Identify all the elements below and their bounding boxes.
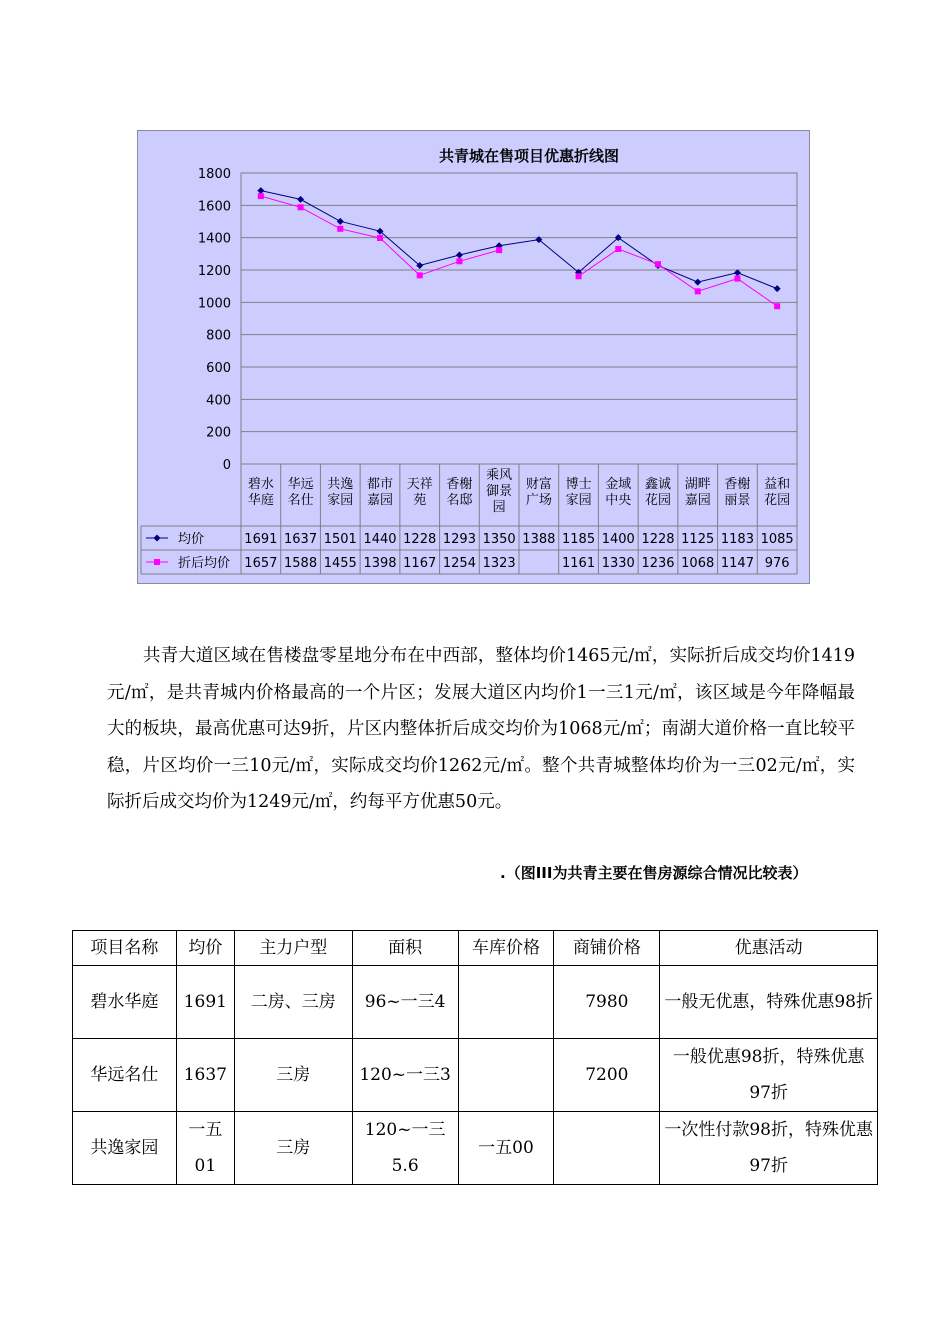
line-chart bbox=[137, 130, 810, 584]
y-tick-label: 200 bbox=[206, 425, 231, 441]
point-marker bbox=[576, 273, 582, 279]
cell-price: 1637 bbox=[176, 1039, 234, 1112]
data-table-value: 1185 bbox=[562, 532, 596, 547]
x-tick-label: 名仕 bbox=[287, 493, 314, 508]
cell-shop: 7200 bbox=[554, 1039, 660, 1112]
x-tick-label: 家园 bbox=[327, 493, 354, 508]
x-tick-label: 天祥 bbox=[406, 477, 433, 492]
data-table-value: 1228 bbox=[641, 532, 675, 547]
y-tick-label: 0 bbox=[222, 458, 231, 473]
y-tick-label: 1600 bbox=[197, 199, 231, 215]
cell-layout: 三房 bbox=[234, 1039, 352, 1112]
point-marker bbox=[615, 246, 621, 252]
cell-promo: 一次性付款98折，特殊优惠97折 bbox=[660, 1112, 878, 1185]
data-table-value: 1388 bbox=[522, 532, 556, 547]
x-tick-label: 名邸 bbox=[446, 493, 473, 508]
data-table-value: 1323 bbox=[482, 556, 516, 571]
x-tick-label: 中央 bbox=[605, 493, 632, 508]
x-tick-label: 花园 bbox=[764, 493, 791, 508]
data-table-value: 1085 bbox=[760, 532, 794, 547]
header-layout: 主力户型 bbox=[234, 931, 352, 966]
cell-layout: 三房 bbox=[234, 1112, 352, 1185]
header-area: 面积 bbox=[352, 931, 458, 966]
data-table-value: 1691 bbox=[244, 532, 278, 547]
y-tick-label: 600 bbox=[206, 361, 231, 376]
data-table-value: 1147 bbox=[720, 556, 754, 571]
x-tick-label: 花园 bbox=[644, 493, 672, 508]
cell-garage: 一五00 bbox=[458, 1112, 554, 1185]
header-price: 均价 bbox=[176, 931, 234, 966]
x-tick-label: 御景 bbox=[486, 484, 513, 499]
x-tick-label: 华远 bbox=[287, 477, 314, 492]
x-tick-label: 鑫诚 bbox=[644, 477, 672, 492]
x-tick-label: 都市 bbox=[366, 477, 394, 492]
cell-garage bbox=[458, 1039, 554, 1112]
cell-name: 碧水华庭 bbox=[73, 966, 177, 1039]
point-marker bbox=[337, 226, 343, 232]
x-tick-label: 丽景 bbox=[724, 493, 751, 508]
data-table-value: 1068 bbox=[681, 556, 715, 571]
legend-marker bbox=[154, 559, 160, 565]
cell-area: 120~一三5.6 bbox=[352, 1112, 458, 1185]
point-marker bbox=[774, 303, 780, 309]
chart-svg bbox=[138, 131, 811, 585]
data-table-value: 1293 bbox=[442, 532, 476, 547]
data-table-value: 1637 bbox=[284, 532, 318, 547]
data-table-value: 1588 bbox=[284, 556, 318, 571]
table-row bbox=[73, 1039, 878, 1112]
header-shop: 商铺价格 bbox=[554, 931, 660, 966]
point-marker bbox=[258, 193, 264, 199]
comparison-table bbox=[72, 930, 878, 1185]
cell-garage bbox=[458, 966, 554, 1039]
table-row bbox=[73, 1112, 878, 1185]
chart-title: 共青城在售项目优惠折线图 bbox=[438, 147, 620, 165]
y-tick-label: 800 bbox=[206, 328, 231, 344]
cell-name: 华远名仕 bbox=[73, 1039, 177, 1112]
data-table-value: 1330 bbox=[601, 556, 635, 571]
cell-price: 一五01 bbox=[176, 1112, 234, 1185]
x-tick-label: 金域 bbox=[605, 477, 632, 492]
point-marker bbox=[496, 247, 502, 253]
x-tick-label: 园 bbox=[492, 500, 506, 515]
plot-area bbox=[241, 173, 797, 464]
x-tick-label: 湖畔 bbox=[684, 477, 711, 492]
data-table-value: 1125 bbox=[681, 532, 715, 547]
data-table-value: 1236 bbox=[641, 556, 675, 571]
cell-area: 120~一三3 bbox=[352, 1039, 458, 1112]
legend-label: 均价 bbox=[178, 532, 205, 547]
x-tick-label: 共逸 bbox=[327, 477, 354, 492]
x-tick-label: 乘风 bbox=[486, 468, 513, 483]
data-table-value: 1350 bbox=[482, 532, 516, 547]
legend-marker bbox=[154, 535, 161, 542]
y-tick-label: 400 bbox=[206, 393, 231, 409]
x-tick-label: 苑 bbox=[413, 493, 427, 508]
data-table-value: 1400 bbox=[601, 532, 635, 547]
cell-promo: 一般无优惠，特殊优惠98折 bbox=[660, 966, 878, 1039]
point-marker bbox=[695, 288, 701, 294]
y-tick-label: 1800 bbox=[197, 167, 231, 182]
x-tick-label: 嘉园 bbox=[684, 493, 711, 508]
x-tick-label: 广场 bbox=[525, 493, 552, 508]
point-marker bbox=[298, 204, 304, 210]
x-tick-label: 碧水 bbox=[247, 477, 274, 492]
x-tick-label: 香榭 bbox=[724, 477, 751, 492]
data-table-value: 1398 bbox=[363, 556, 397, 571]
point-marker bbox=[655, 261, 661, 267]
table-row bbox=[73, 966, 878, 1039]
table-caption: .（图III为共青主要在售房源综合情况比较表） bbox=[500, 864, 808, 882]
x-tick-label: 嘉园 bbox=[366, 493, 394, 508]
y-tick-label: 1000 bbox=[197, 296, 231, 312]
data-table-value: 1254 bbox=[442, 556, 476, 571]
header-promo: 优惠活动 bbox=[660, 931, 878, 966]
x-tick-label: 博士 bbox=[565, 477, 592, 492]
y-tick-label: 1200 bbox=[197, 264, 231, 279]
cell-shop: 7980 bbox=[554, 966, 660, 1039]
header-garage: 车库价格 bbox=[458, 931, 554, 966]
data-table-value: 1657 bbox=[244, 556, 278, 571]
cell-promo: 一般优惠98折，特殊优惠97折 bbox=[660, 1039, 878, 1112]
data-table-value: 1501 bbox=[323, 532, 357, 547]
data-table-value: 1455 bbox=[323, 556, 357, 571]
x-tick-label: 华庭 bbox=[247, 493, 274, 508]
x-tick-label: 益和 bbox=[764, 477, 791, 492]
data-table-value: 976 bbox=[764, 556, 790, 571]
data-table-value: 1440 bbox=[363, 532, 397, 547]
y-tick-label: 1400 bbox=[197, 231, 231, 247]
point-marker bbox=[417, 272, 423, 278]
point-marker bbox=[734, 276, 740, 282]
x-tick-label: 财富 bbox=[525, 477, 552, 492]
point-marker bbox=[456, 258, 462, 264]
cell-layout: 二房、三房 bbox=[234, 966, 352, 1039]
table-header-row bbox=[73, 931, 878, 966]
x-tick-label: 家园 bbox=[565, 493, 592, 508]
summary-paragraph: 共青大道区域在售楼盘零星地分布在中西部，整体均价1465元/㎡，实际折后成交均价1419元/㎡，是共青城内价格最高的一个片区；发展大道区内均价1一三1元/㎡，该区域是今年降幅最大的板块，最高优惠可达9折，片区内整体折后成交均价为1068元/㎡；南湖大道价格一直比较平稳，片区均价一三10元/㎡，实际成交均价1262元/㎡。整个共青城整体均价为一三02元/㎡，实际折后成交均价为1249元/㎡，约每平方优惠50元。 bbox=[107, 646, 855, 812]
cell-shop bbox=[554, 1112, 660, 1185]
data-table-value: 1161 bbox=[562, 556, 596, 571]
cell-area: 96~一三4 bbox=[352, 966, 458, 1039]
data-table-value: 1228 bbox=[403, 532, 437, 547]
data-table-value: 1167 bbox=[403, 556, 437, 571]
header-name: 项目名称 bbox=[73, 931, 177, 966]
cell-name: 共逸家园 bbox=[73, 1112, 177, 1185]
cell-price: 1691 bbox=[176, 966, 234, 1039]
data-table-value: 1183 bbox=[720, 532, 754, 547]
legend-label: 折后均价 bbox=[178, 556, 231, 571]
x-tick-label: 香榭 bbox=[446, 477, 473, 492]
point-marker bbox=[377, 235, 383, 241]
